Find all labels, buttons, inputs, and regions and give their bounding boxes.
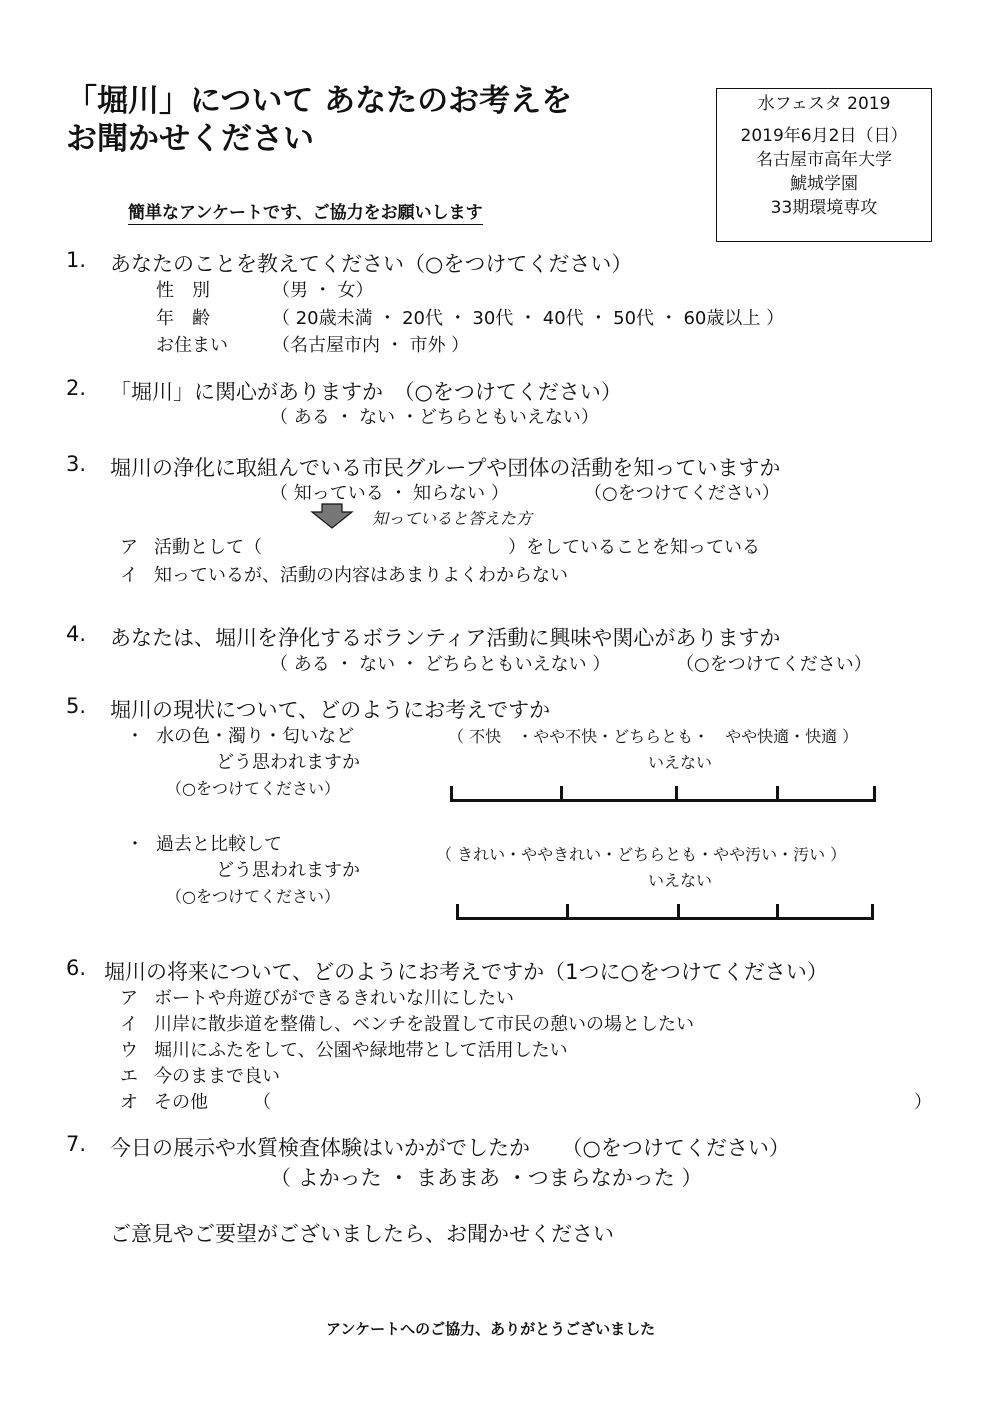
q7-options[interactable]: （ よかった ・ まあまあ ・つまらなかった ） <box>270 1166 703 1190</box>
page-subtitle: 簡単なアンケートです、ご協力をお願いします <box>128 198 483 225</box>
q6-other-close: ） <box>914 1092 932 1113</box>
q6-option-marker: オ <box>120 1092 138 1113</box>
q3-option-a-marker: ア <box>120 537 138 558</box>
q1-age-label: 年 齢 <box>156 308 210 329</box>
q2-number: 2. <box>66 376 87 400</box>
q2-options[interactable]: （ ある ・ ない ・どちらともいえない） <box>270 407 599 428</box>
q5-item1-instruction: （○をつけてください） <box>166 779 340 798</box>
q1-residence-options[interactable]: （名古屋市内 ・ 市外 ） <box>272 335 470 356</box>
q5-text: 堀川の現状について、どのようにお考えですか <box>110 698 551 722</box>
scale-tick[interactable] <box>450 786 453 802</box>
q4-number: 4. <box>66 622 87 646</box>
q6-option-c[interactable]: 堀川にふたをして、公園や緑地帯として活用したい <box>154 1040 568 1061</box>
q7-text: 今日の展示や水質検査体験はいかがでしたか （○をつけてください） <box>110 1136 790 1160</box>
organizer-line2: 鯱城学園 <box>790 174 858 194</box>
organizer-line1: 名古屋市高年大学 <box>756 150 892 170</box>
scale-tick[interactable] <box>677 904 680 920</box>
q1-gender-options[interactable]: （男 ・ 女） <box>272 280 374 301</box>
scale-tick[interactable] <box>873 786 876 802</box>
q6-text: 堀川の将来について、どのようにお考えですか（1つに○をつけてください） <box>104 960 828 984</box>
event-date: 2019年6月2日（日） <box>740 126 908 146</box>
q1-number: 1. <box>66 248 87 272</box>
q5-item1-line2: どう思われますか <box>216 752 360 773</box>
q1-gender-label: 性 別 <box>156 280 210 301</box>
q6-option-a[interactable]: ボートや舟遊びができるきれいな川にしたい <box>154 988 514 1009</box>
q3-number: 3. <box>66 452 87 476</box>
q5-item2-line1: 過去と比較して <box>156 834 282 855</box>
q3-followup-note: 知っていると答えた方 <box>372 509 533 528</box>
q3-options[interactable]: （ 知っている ・ 知らない ） <box>270 483 509 504</box>
scale-tick[interactable] <box>675 786 678 802</box>
q4-text: あなたは、堀川を浄化するボランティア活動に興味や関心がありますか <box>110 626 781 650</box>
q4-options[interactable]: （ ある ・ ない ・ どちらともいえない ） <box>270 654 611 675</box>
scale-tick[interactable] <box>871 904 874 920</box>
q5-item2-scale-labels: （ きれい・ややきれい・どちらとも・やや汚い・汚い ） <box>436 845 847 864</box>
q4-instruction: （○をつけてください） <box>676 654 872 675</box>
q1-residence-label: お住まい <box>156 335 228 356</box>
down-arrow-icon <box>310 503 354 529</box>
q5-item2-scale-labels-line2: いえない <box>648 871 713 890</box>
q5-number: 5. <box>66 694 87 718</box>
q5-item1-scale-labels-line2: いえない <box>648 753 713 772</box>
q6-number: 6. <box>66 956 87 980</box>
q5-item1-line1: 水の色・濁り・匂いなど <box>156 726 354 747</box>
scale-tick[interactable] <box>560 786 563 802</box>
q5-item2-line2: どう思われますか <box>216 860 360 881</box>
scale-tick[interactable] <box>456 904 459 920</box>
q6-option-marker: ア <box>120 988 138 1009</box>
q1-text: あなたのことを教えてください（○をつけてください） <box>110 252 633 276</box>
q5-item1-bullet: ・ <box>126 726 144 747</box>
thanks-message: アンケートへのご協力、ありがとうございました <box>326 1320 656 1338</box>
q1-age-options[interactable]: （ 20歳未満 ・ 20代 ・ 30代 ・ 40代 ・ 50代 ・ 60歳以上 ） <box>272 308 785 329</box>
q5-item1-scale-labels: （ 不快 ・やや不快・どちらとも・ やや快適・快適 ） <box>448 727 859 746</box>
event-name: 水フェスタ 2019 <box>757 94 891 114</box>
comment-request: ご意見やご要望がございましたら、お聞かせください <box>110 1222 614 1246</box>
q5-item1-rating-scale[interactable] <box>450 788 876 802</box>
q6-option-b[interactable]: 川岸に散歩道を整備し、ベンチを設置して市民の憩いの場としたい <box>154 1014 694 1035</box>
q3-option-b-marker: イ <box>120 565 138 586</box>
q3-text: 堀川の浄化に取組んでいる市民グループや団体の活動を知っていますか <box>110 456 781 480</box>
q5-item2-instruction: （○をつけてください） <box>166 887 340 906</box>
q3-option-a-end: ）をしていることを知っている <box>508 537 760 558</box>
q3-instruction: （○をつけてください） <box>584 483 780 504</box>
organizer-line3: 33期環境専攻 <box>770 198 878 218</box>
q6-option-d[interactable]: 今のままで良い <box>154 1066 280 1087</box>
q6-option-marker: ウ <box>120 1040 138 1061</box>
q5-item2-rating-scale[interactable] <box>456 906 874 920</box>
q3-option-a-start: 活動として（ <box>154 537 262 558</box>
q2-text: 「堀川」に関心がありますか （○をつけてください） <box>110 380 622 404</box>
q6-option-e[interactable]: その他 （ <box>154 1092 271 1113</box>
q6-option-marker: エ <box>120 1066 138 1087</box>
scale-tick[interactable] <box>776 786 779 802</box>
q3-option-b-text: 知っているが、活動の内容はあまりよくわからない <box>154 565 568 586</box>
page-title-line1: 「堀川」について あなたのお考えを <box>66 83 573 119</box>
q6-option-marker: イ <box>120 1014 138 1035</box>
scale-tick[interactable] <box>776 904 779 920</box>
page-title-line2: お聞かせください <box>66 121 314 157</box>
q7-number: 7. <box>66 1132 87 1156</box>
q5-item2-bullet: ・ <box>126 834 144 855</box>
event-info-box <box>716 88 932 242</box>
scale-tick[interactable] <box>566 904 569 920</box>
